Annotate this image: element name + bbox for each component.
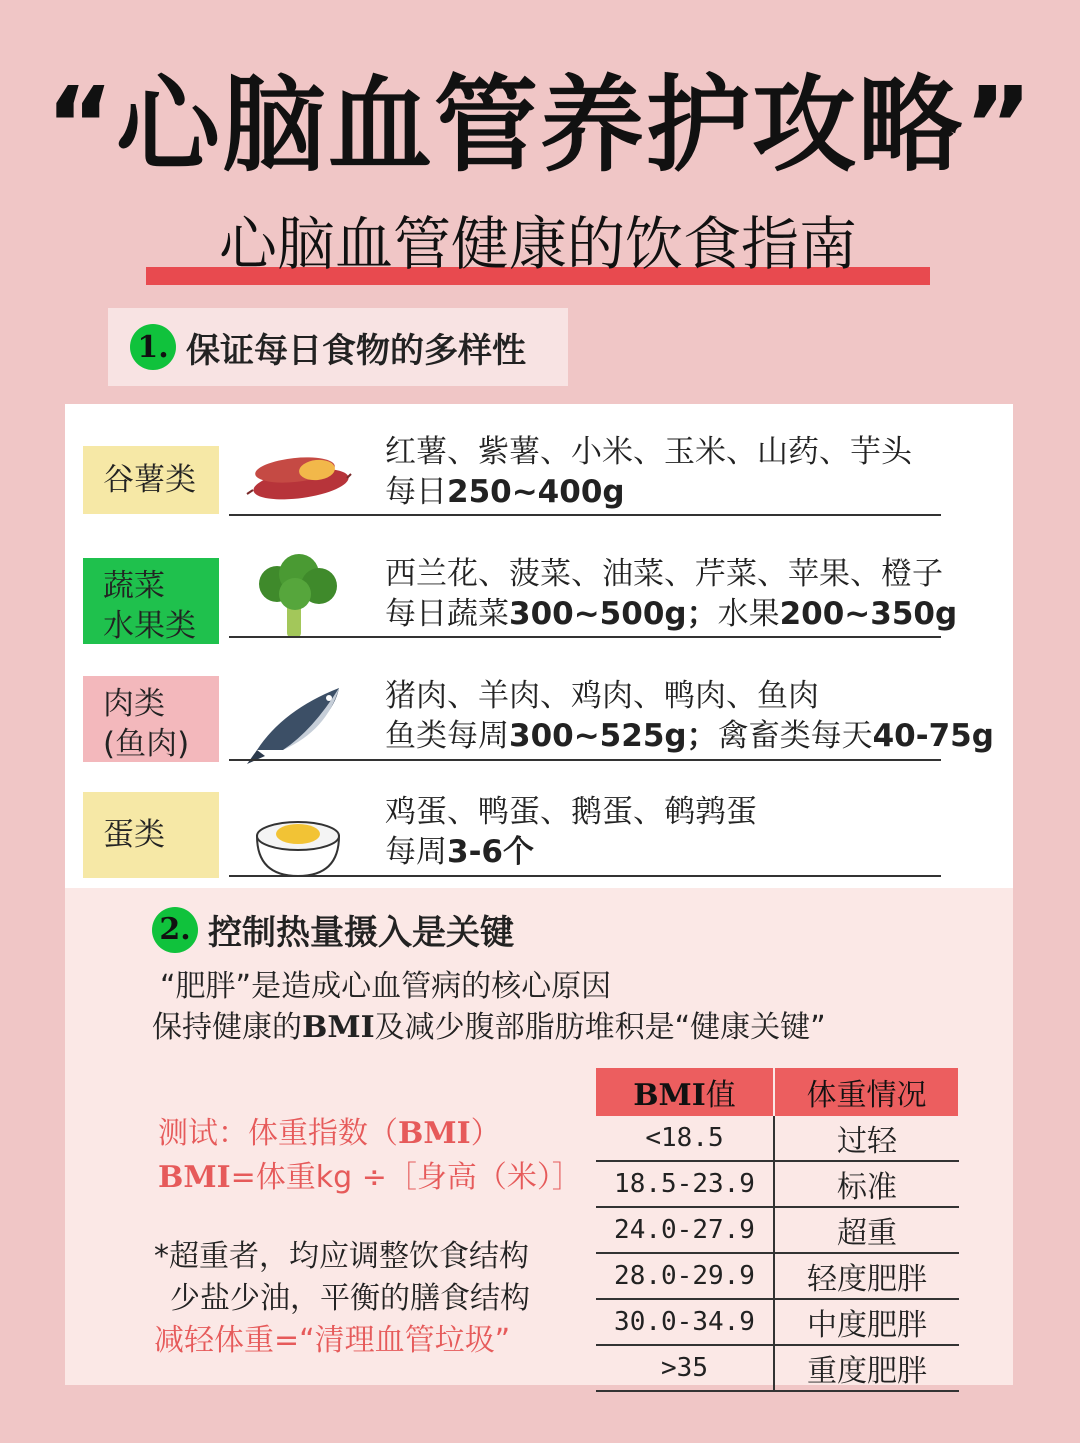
food-groups-panel — [65, 404, 1013, 888]
food-desc — [385, 554, 1025, 634]
bmi-range: 24.0-27.9 — [596, 1207, 774, 1253]
row-divider — [229, 514, 941, 516]
subtitle-block — [146, 205, 930, 287]
category-badge: 谷薯类 — [83, 446, 219, 514]
row-divider — [229, 636, 941, 638]
page-title: “心脑血管养护攻略” — [45, 64, 1035, 186]
section2-number-badge: 2. — [152, 907, 198, 953]
food-row — [65, 554, 1013, 672]
bmi-key-text: 保持健康的BMI及减少腹部脂肪堆积是“健康关键” — [152, 1010, 826, 1045]
food-desc — [385, 676, 1025, 756]
sweet-potato-icon — [243, 434, 353, 524]
food-amount: 每日蔬菜300~500g；水果200~350g — [385, 596, 958, 632]
bmi-range: 18.5-23.9 — [596, 1161, 774, 1207]
bmi-range: <18.5 — [596, 1116, 774, 1161]
weight-status: 轻度肥胖 — [774, 1253, 959, 1299]
note-low-salt: 少盐少油，平衡的膳食结构 — [170, 1281, 530, 1316]
egg-icon — [243, 796, 353, 886]
note-lose-weight: 减轻体重=“清理血管垃圾” — [154, 1323, 511, 1358]
status-column-header: 体重情况 — [774, 1068, 959, 1116]
weight-status: 中度肥胖 — [774, 1299, 959, 1345]
obesity-cause-text: “肥胖”是造成心血管病的核心原因 — [160, 969, 612, 1004]
bmi-range: 28.0-29.9 — [596, 1253, 774, 1299]
food-row — [65, 432, 1013, 550]
bmi-formula: BMI=体重kg ÷［身高（米）］ — [158, 1160, 582, 1195]
note-adjust-diet: *超重者，均应调整饮食结构 — [154, 1239, 529, 1274]
table-row — [596, 1345, 959, 1391]
bmi-range: >35 — [596, 1345, 774, 1391]
bmi-column-header: BMI值 — [596, 1068, 774, 1116]
food-items: 猪肉、羊肉、鸡肉、鸭肉、鱼肉 — [385, 678, 819, 714]
bmi-test-label: 测试：体重指数（BMI） — [158, 1116, 501, 1151]
category-badge: 肉类 (鱼肉) — [83, 676, 219, 762]
bmi-table-header — [596, 1068, 959, 1116]
food-amount: 每日250~400g — [385, 474, 625, 510]
food-desc — [385, 432, 1025, 512]
section1-number-badge: 1. — [130, 324, 176, 370]
table-row — [596, 1116, 959, 1161]
food-items: 鸡蛋、鸭蛋、鹅蛋、鹌鹑蛋 — [385, 794, 757, 830]
weight-status: 重度肥胖 — [774, 1345, 959, 1391]
section1-title: 保证每日食物的多样性 — [186, 330, 526, 371]
food-amount: 鱼类每周300~525g；禽畜类每天40-75g — [385, 718, 994, 754]
category-badge: 蔬菜 水果类 — [83, 558, 219, 644]
food-items: 西兰花、菠菜、油菜、芹菜、苹果、橙子 — [385, 556, 943, 592]
section2-title: 控制热量摄入是关键 — [208, 913, 514, 953]
page-subtitle: 心脑血管健康的饮食指南 — [218, 210, 857, 278]
section1-heading — [108, 308, 568, 386]
weight-status: 标准 — [774, 1161, 959, 1207]
bmi-table — [596, 1068, 960, 1392]
row-divider — [229, 759, 941, 761]
food-desc — [385, 792, 1025, 872]
table-row — [596, 1299, 959, 1345]
table-row — [596, 1161, 959, 1207]
bmi-range: 30.0-34.9 — [596, 1299, 774, 1345]
food-items: 红薯、紫薯、小米、玉米、山药、芋头 — [385, 434, 912, 470]
food-amount: 每周3-6个 — [385, 834, 535, 870]
food-row — [65, 676, 1013, 794]
table-row — [596, 1207, 959, 1253]
weight-status: 过轻 — [774, 1116, 959, 1161]
table-row — [596, 1253, 959, 1299]
row-divider — [229, 875, 941, 877]
fish-icon — [243, 680, 353, 770]
section2-heading — [152, 905, 514, 954]
weight-status: 超重 — [774, 1207, 959, 1253]
broccoli-icon — [243, 554, 353, 644]
category-badge: 蛋类 — [83, 792, 219, 878]
